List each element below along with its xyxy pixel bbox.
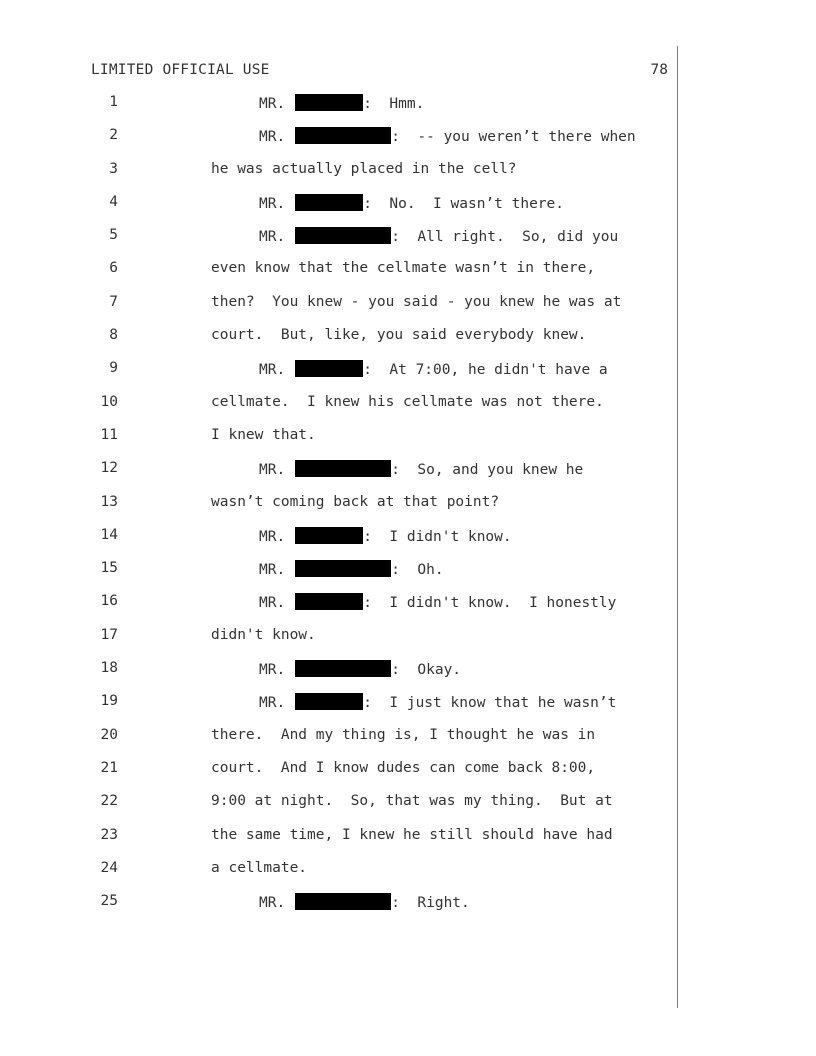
speaker-title: MR. bbox=[259, 96, 286, 112]
speaker-title: MR. bbox=[259, 895, 286, 912]
speaker-title: MR. bbox=[259, 562, 286, 579]
transcript-line bbox=[0, 327, 816, 360]
transcript-line bbox=[0, 727, 816, 760]
line-number: 2 bbox=[109, 127, 118, 144]
speaker-line-text bbox=[259, 94, 424, 112]
line-number: 21 bbox=[100, 759, 118, 776]
redacted-name-block bbox=[295, 227, 391, 244]
redacted-name-block bbox=[295, 693, 363, 710]
speaker-line-text bbox=[259, 660, 461, 678]
line-text: there. And my thing is, I thought he was in bbox=[211, 726, 596, 743]
speaker-title: MR. bbox=[259, 695, 286, 712]
transcript-line bbox=[0, 893, 816, 926]
line-number: 24 bbox=[100, 859, 118, 876]
line-number: 25 bbox=[100, 893, 118, 910]
line-number: 1 bbox=[109, 94, 118, 110]
line-text: 9:00 at night. So, that was my thing. But at bbox=[211, 793, 613, 810]
classification-header: LIMITED OFFICIAL USE bbox=[91, 62, 270, 78]
line-number: 18 bbox=[100, 660, 118, 677]
transcript-line bbox=[0, 660, 816, 693]
transcript-line bbox=[0, 827, 816, 860]
speaker-line-text bbox=[259, 227, 618, 245]
transcript-line bbox=[0, 494, 816, 527]
line-text: he was actually placed in the cell? bbox=[211, 160, 517, 177]
speaker-title: MR. bbox=[259, 595, 286, 612]
spoken-text: : Oh. bbox=[391, 562, 444, 579]
transcript-line bbox=[0, 161, 816, 194]
redacted-name-block bbox=[295, 560, 391, 577]
speaker-line-text bbox=[259, 360, 608, 378]
redacted-name-block bbox=[295, 893, 391, 910]
speaker-line-text bbox=[259, 693, 616, 711]
line-text: a cellmate. bbox=[211, 859, 308, 876]
transcript-lines bbox=[0, 94, 816, 926]
line-number: 3 bbox=[109, 160, 118, 177]
transcript-line bbox=[0, 527, 816, 560]
transcript-line bbox=[0, 127, 816, 160]
speaker-title: MR. bbox=[259, 129, 286, 146]
transcript-line bbox=[0, 793, 816, 826]
redacted-name-block bbox=[295, 660, 391, 677]
line-number: 9 bbox=[109, 360, 118, 377]
spoken-text: : Hmm. bbox=[363, 96, 425, 112]
transcript-line bbox=[0, 860, 816, 893]
transcript-line bbox=[0, 394, 816, 427]
transcript-line bbox=[0, 360, 816, 393]
spoken-text: : All right. So, did you bbox=[391, 229, 619, 246]
line-text: court. And I know dudes can come back 8:00, bbox=[211, 759, 596, 776]
spoken-text: : I just know that he wasn’t bbox=[363, 695, 617, 712]
speaker-title: MR. bbox=[259, 362, 286, 379]
redacted-name-block bbox=[295, 127, 391, 144]
transcript-line bbox=[0, 627, 816, 660]
line-number: 19 bbox=[100, 693, 118, 710]
redacted-name-block bbox=[295, 527, 363, 544]
speaker-title: MR. bbox=[259, 662, 286, 679]
line-number: 13 bbox=[100, 493, 118, 510]
line-text: the same time, I knew he still should have had bbox=[211, 826, 613, 843]
transcript-line bbox=[0, 194, 816, 227]
line-number: 7 bbox=[109, 293, 118, 310]
line-number: 11 bbox=[100, 426, 118, 443]
transcript-line bbox=[0, 693, 816, 726]
speaker-title: MR. bbox=[259, 528, 286, 545]
speaker-line-text bbox=[259, 593, 616, 611]
transcript-line bbox=[0, 294, 816, 327]
line-number: 12 bbox=[100, 460, 118, 477]
speaker-line-text bbox=[259, 560, 444, 578]
line-text: then? You knew - you said - you knew he was at bbox=[211, 293, 622, 310]
line-number: 4 bbox=[109, 193, 118, 210]
line-number: 8 bbox=[109, 327, 118, 344]
page-number: 78 bbox=[650, 62, 668, 78]
line-text: court. But, like, you said everybody knew. bbox=[211, 327, 587, 344]
speaker-line-text bbox=[259, 893, 470, 911]
speaker-title: MR. bbox=[259, 462, 286, 479]
redacted-name-block bbox=[295, 360, 363, 377]
spoken-text: : -- you weren’t there when bbox=[391, 129, 636, 146]
redacted-name-block bbox=[295, 194, 363, 211]
line-number: 16 bbox=[100, 593, 118, 610]
line-text: cellmate. I knew his cellmate was not there. bbox=[211, 393, 604, 410]
transcript-line bbox=[0, 560, 816, 593]
line-text: didn't know. bbox=[211, 626, 316, 643]
speaker-title: MR. bbox=[259, 195, 286, 212]
redacted-name-block bbox=[295, 593, 363, 610]
transcript-line bbox=[0, 460, 816, 493]
line-number: 10 bbox=[100, 393, 118, 410]
redacted-name-block bbox=[295, 460, 391, 477]
line-number: 22 bbox=[100, 793, 118, 810]
speaker-line-text bbox=[259, 527, 512, 545]
speaker-line-text bbox=[259, 194, 564, 212]
spoken-text: : Okay. bbox=[391, 662, 462, 679]
line-text: I knew that. bbox=[211, 426, 316, 443]
spoken-text: : Right. bbox=[391, 895, 470, 912]
line-number: 17 bbox=[100, 626, 118, 643]
spoken-text: : I didn't know. bbox=[363, 528, 512, 545]
redacted-name-block bbox=[295, 94, 363, 111]
transcript-line bbox=[0, 260, 816, 293]
transcript-line bbox=[0, 593, 816, 626]
transcript-line bbox=[0, 94, 816, 127]
spoken-text: : At 7:00, he didn't have a bbox=[363, 362, 608, 379]
line-number: 23 bbox=[100, 826, 118, 843]
transcript-line bbox=[0, 427, 816, 460]
line-number: 20 bbox=[100, 726, 118, 743]
speaker-title: MR. bbox=[259, 229, 286, 246]
spoken-text: : I didn't know. I honestly bbox=[363, 595, 617, 612]
transcript-line bbox=[0, 227, 816, 260]
transcript-line bbox=[0, 760, 816, 793]
speaker-line-text bbox=[259, 127, 636, 145]
line-number: 15 bbox=[100, 560, 118, 577]
line-number: 6 bbox=[109, 260, 118, 277]
line-text: even know that the cellmate wasn’t in there, bbox=[211, 260, 596, 277]
line-text: wasn’t coming back at that point? bbox=[211, 493, 500, 510]
spoken-text: : No. I wasn’t there. bbox=[363, 195, 564, 212]
line-number: 5 bbox=[109, 227, 118, 244]
line-number: 14 bbox=[100, 526, 118, 543]
spoken-text: : So, and you knew he bbox=[391, 462, 584, 479]
speaker-line-text bbox=[259, 460, 583, 478]
